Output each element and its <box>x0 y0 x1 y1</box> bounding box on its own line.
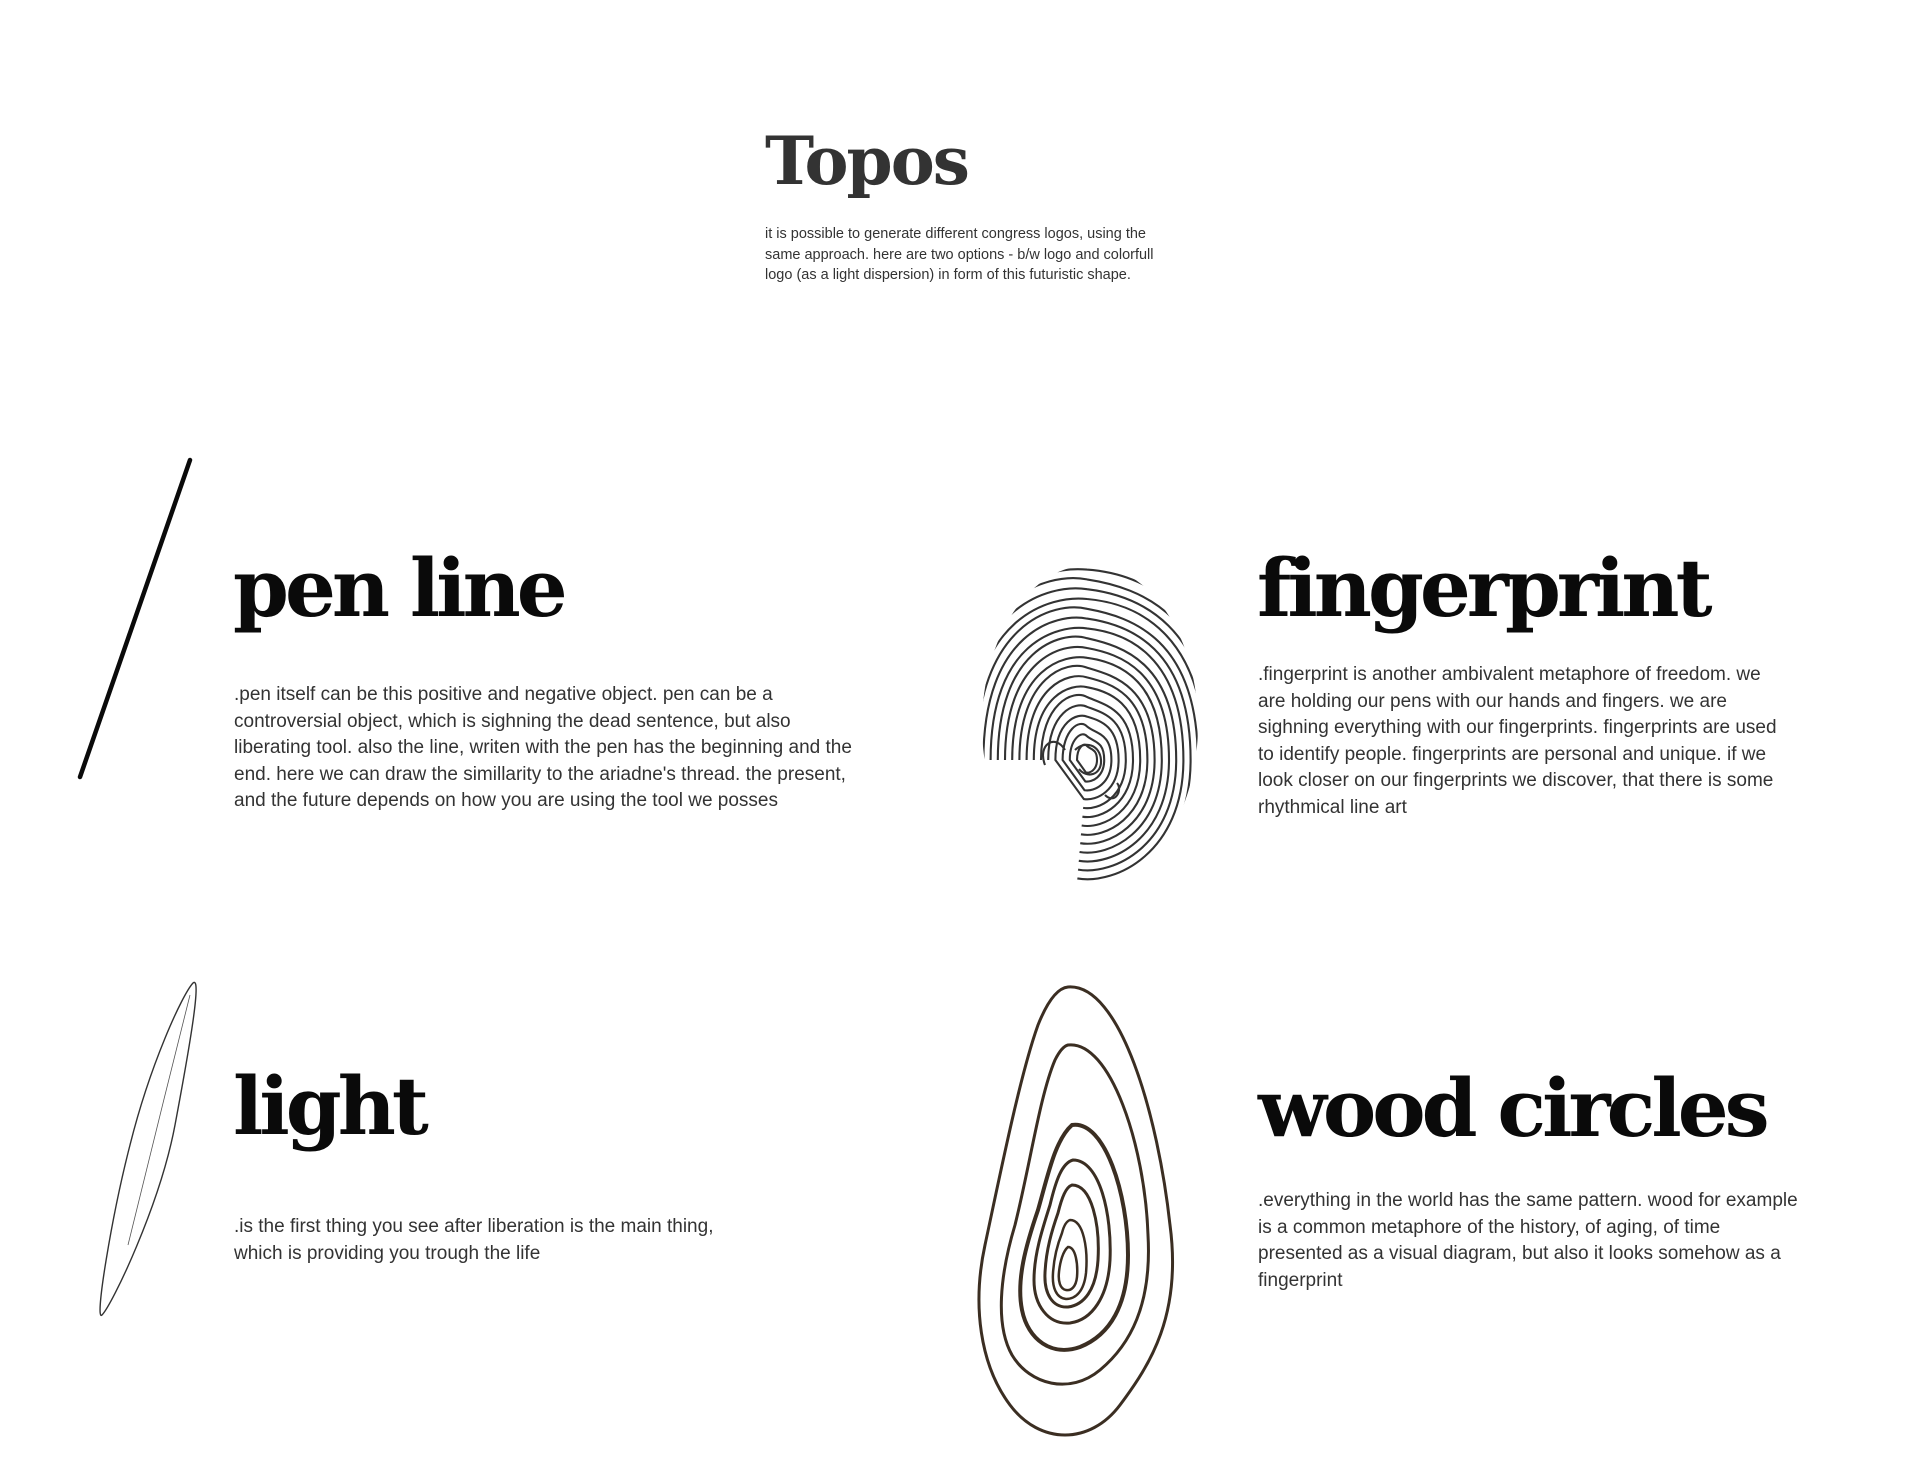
fingerprint-ridge <box>1077 745 1097 773</box>
fingerprint-icon <box>975 555 1205 895</box>
light-heading: light <box>233 1059 425 1153</box>
light-text: .is the first thing you see after liberation is the main thing, which is providing you trough the life <box>234 1216 714 1264</box>
wood-circles-text: .everything in the world has the same pattern. wood for example is a common metaphore of the history, of aging, of time presented as a visual diagram, but also it looks somehow as a fingerprint <box>1258 1190 1798 1291</box>
fingerprint-text: .fingerprint is another ambivalent metaphore of freedom. we are holding our pens with our hands and fingers. we are sighning everything with our fingerprints. fingerprints are used to identify people. fingerprints are personal and unique. if we look closer on our fingerprints we discover, that there is some rhythmical line art <box>1258 664 1777 818</box>
pen-line-text: .pen itself can be this positive and negative object. pen can be a controversial object, which is sighning the dead sentence, but also liberating tool. also the line, writen with the pen has the beginning and the end. here we can draw the simillarity to the ariadne's thread. the present, and the future depends on how you are using the tool we posses <box>234 684 852 811</box>
fingerprint-ridge <box>904 510 1270 985</box>
fingerprint-core <box>1043 742 1065 765</box>
wood-circles-heading: wood circles <box>1258 1061 1766 1155</box>
fingerprint-ridge <box>1048 705 1126 808</box>
fingerprint-ridge <box>1027 676 1148 835</box>
fingerprint-ridge <box>947 569 1226 932</box>
intro-text: it is possible to generate different congress logos, using the same approach. here are two options - b/w logo and colorfull logo (as a light dispersion) in form of this futuristic shape. <box>765 226 1154 283</box>
pen-line-heading: pen line <box>233 541 564 635</box>
fingerprint-ridge <box>897 500 1277 994</box>
fingerprint-ridge <box>1005 647 1169 862</box>
light-ray-icon <box>90 975 210 1325</box>
fingerprint-ridge <box>955 578 1220 924</box>
page-title: Topos <box>765 122 968 200</box>
pen-line-icon <box>70 455 200 785</box>
fingerprint-heading: fingerprint <box>1257 541 1709 635</box>
wood-rings-icon <box>960 975 1190 1445</box>
fingerprint-ridge <box>926 540 1248 959</box>
fingerprint-ridge <box>919 530 1256 968</box>
fingerprint-ridge <box>1055 716 1118 800</box>
fingerprint-ridge <box>911 520 1262 977</box>
